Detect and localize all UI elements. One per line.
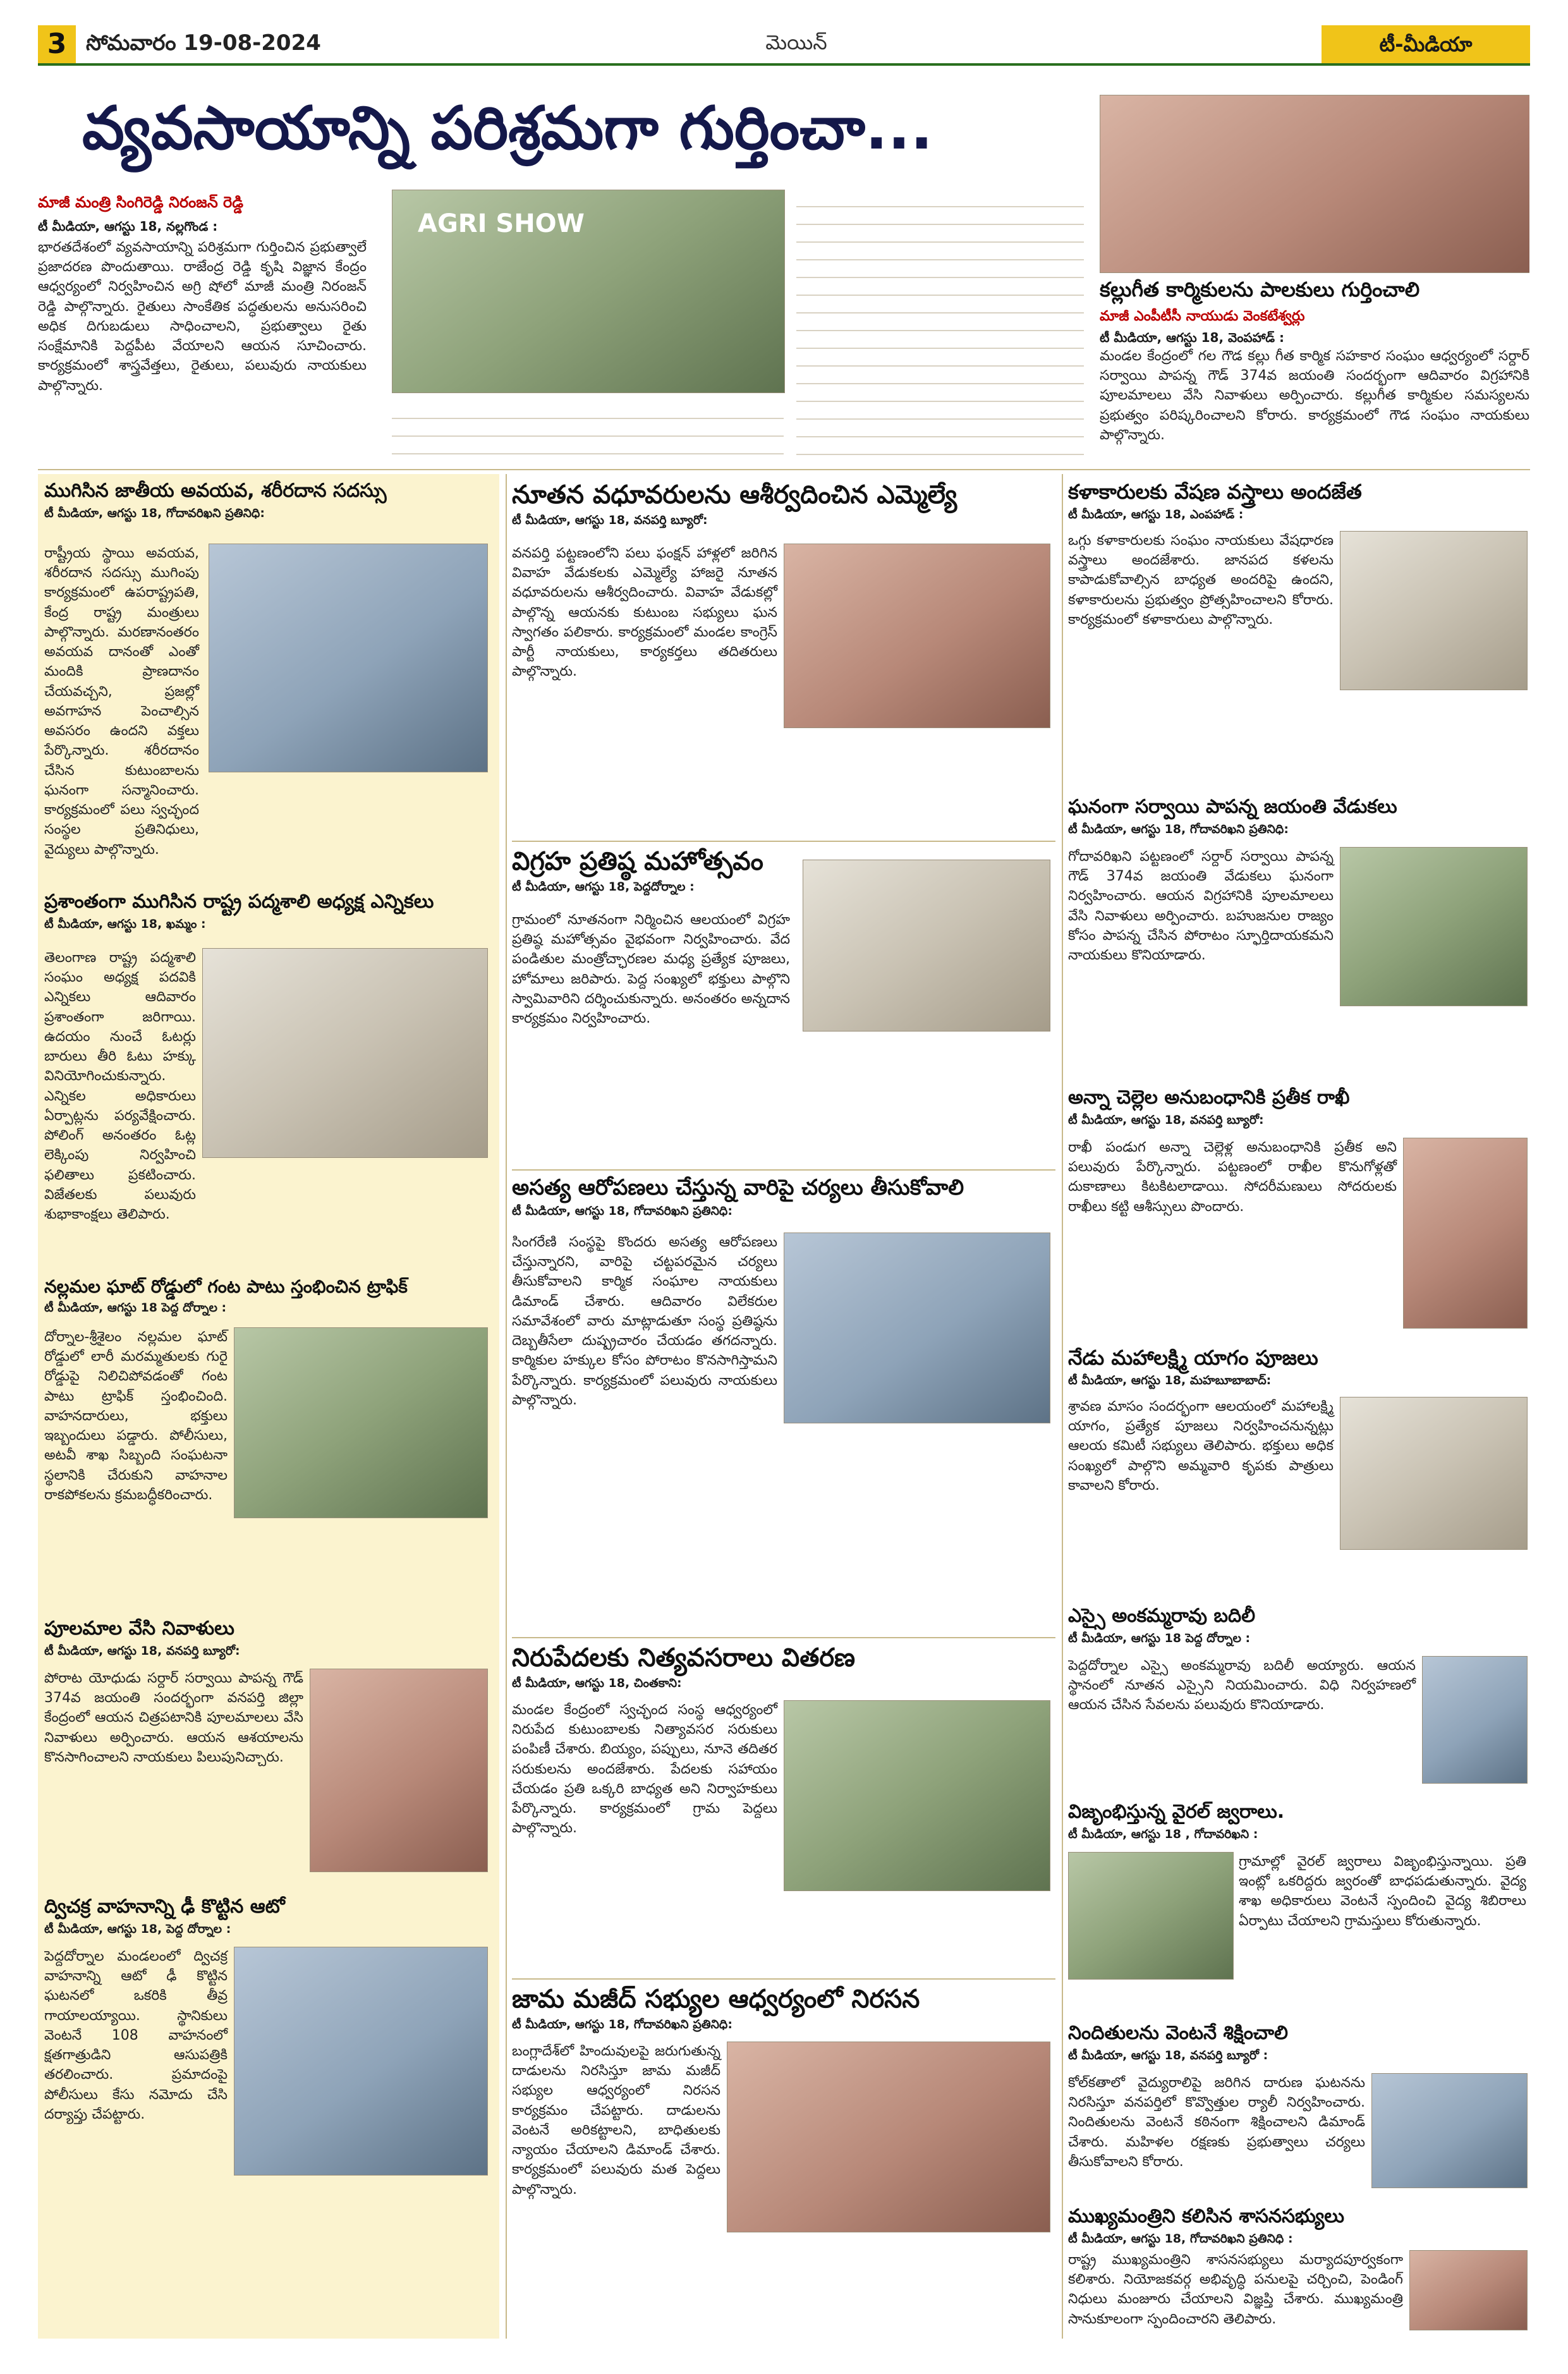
- lead-photo: [392, 190, 785, 393]
- story-body: శ్రావణ మాసం సందర్భంగా ఆలయంలో మహాలక్ష్మి యాగం, ప్రత్యేక పూజలు నిర్వహించనున్నట్లు ఆలయ కమిటీ సభ్యులు తెలిపారు. భక్తులు అధిక సంఖ్యలో పాల్గొని అమ్మవారి కృపకు పాత్రులు కావాలని కోరారు.: [1068, 1399, 1334, 1494]
- story-dateline: టీ మీడియా, ఆగస్టు 18, గోదావరిఖని ప్రతినిధి :: [1068, 2231, 1293, 2246]
- story-dateline: టీ మీడియా, ఆగస్టు 18, గోదావరిఖని ప్రతినిధి:: [512, 1204, 732, 1219]
- kallu-subline: మాజీ ఎంపీటీసీ నాయుడు వెంకటేశ్వర్లు: [1100, 308, 1305, 324]
- brand-label: టీ-మీడియా: [1322, 25, 1530, 63]
- story-dateline: టీ మీడియా, ఆగస్టు 18 పెద్ద దోర్నాల :: [44, 1301, 227, 1315]
- story-photo: [1422, 1656, 1528, 1784]
- story-headline: నేడు మహాలక్ష్మి యాగం పూజలు: [1068, 1346, 1318, 1370]
- story-dateline: టీ మీడియా, ఆగస్టు 18, గోదావరిఖని ప్రతినిధి:: [512, 2018, 732, 2031]
- story-body: గ్రామాల్లో వైరల్ జ్వరాలు విజృంభిస్తున్నాయి. ప్రతి ఇంట్లో ఒకరిద్దరు జ్వరంతో బాధపడుతున్నారు. వైద్య శాఖ అధికారులు వెంటనే స్పందించి వైద్య శిబిరాలు ఏర్పాటు చేయాలని గ్రామస్తులు కోరుతున్నారు.: [1239, 1854, 1526, 1929]
- divider: [512, 1637, 1055, 1638]
- col3-story-4: [1068, 1346, 1530, 1599]
- story-body: పోరాట యోధుడు సర్దార్ సర్వాయి పాపన్న గౌడ్ 374వ జయంతి సందర్భంగా వనపర్తి జిల్లా కేంద్రంలో ఆయన చిత్రపటానికి పూలమాలలు వేసి నివాళులు అర్పించారు. ఆయన ఆశయాలను కొనసాగించాలని నాయకులు పిలుపునిచ్చారు.: [44, 1671, 303, 1765]
- column-rule: [506, 474, 507, 2339]
- agri-show-banner: AGRI SHOW: [418, 209, 585, 238]
- story-photo: [784, 544, 1050, 728]
- story-photo: [1068, 1852, 1234, 1980]
- story-dateline: టీ మీడియా, ఆగస్టు 18, ఎంపహాడ్ :: [1068, 507, 1244, 521]
- story-headline: కళాకారులకు వేషణ వస్త్రాలు అందజేత: [1068, 480, 1362, 504]
- story-photo: [234, 1327, 488, 1518]
- story-dateline: టీ మీడియా, ఆగస్టు 18 , గోదావరిఖని :: [1068, 1827, 1258, 1841]
- masthead: [38, 25, 1530, 66]
- story-body: ఒగ్గు కళాకారులకు సంఘం నాయకులు వేషధారణ వస్త్రాలు అందజేశారు. జానపద కళలను కాపాడుకోవాల్సిన బాధ్యత అందరిపై ఉందని, కళాకారులను ప్రభుత్వం ప్రోత్సహించాలని కోరారు. కార్యక్రమంలో కళాకారులు పాల్గొన్నారు.: [1068, 533, 1334, 628]
- left-column: [38, 474, 499, 2339]
- story-headline: ద్విచక్ర వాహనాన్ని ఢీ కొట్టిన ఆటో: [44, 1896, 285, 1918]
- col3-story-3: [1068, 1087, 1530, 1340]
- story-dateline: టీ మీడియా, ఆగస్టు 18, పెద్దదోర్నాల :: [512, 880, 695, 894]
- story-photo: [1409, 2250, 1528, 2330]
- story-body: రాఖీ పండుగ అన్నా చెల్లెళ్ల అనుబంధానికి ప్రతీక అని పలువురు పేర్కొన్నారు. పట్టణంలో రాఖీల కొనుగోళ్లతో దుకాణాలు కిటకిటలాడాయి. సోదరీమణులు సోదరులకు రాఖీలు కట్టి ఆశీస్సులు పొందారు.: [1068, 1140, 1397, 1215]
- kallu-headline: కల్లుగీత కార్మికులను పాలకులు గుర్తించాలి: [1100, 277, 1420, 301]
- divider: [512, 841, 1055, 842]
- story-photo: [202, 948, 488, 1158]
- story-headline: ఎస్సై అంకమ్మరావు బదిలీ: [1068, 1605, 1256, 1627]
- col3-story-5: [1068, 1605, 1530, 1795]
- story-headline: ముఖ్యమంత్రిని కలిసిన శాసనసభ్యులు: [1068, 2206, 1344, 2227]
- edition-label: మెయిన్: [765, 30, 827, 54]
- story-body: రాష్ట్ర ముఖ్యమంత్రిని శాసనసభ్యులు మర్యాదపూర్వకంగా కలిశారు. నియోజకవర్గ అభివృద్ధి పనులపై చర్చించి, పెండింగ్ నిధులు మంజూరు చేయాలని విజ్ఞప్తి చేశారు. ముఖ్యమంత్రి సానుకూలంగా స్పందించారని తెలిపారు.: [1068, 2252, 1403, 2327]
- story-dateline: టీ మీడియా, ఆగస్టు 18 పెద్ద దోర్నాల :: [1068, 1631, 1251, 1645]
- story-photo: [234, 1947, 488, 2176]
- story-headline: నల్లమల ఘాట్ రోడ్డులో గంట పాటు స్తంభించిన ట్రాఫిక్: [44, 1277, 408, 1297]
- story-dateline: టీ మీడియా, ఆగస్టు 18, గోదావరిఖని ప్రతినిధి:: [44, 506, 265, 520]
- lead-headline: వ్యవసాయాన్ని పరిశ్రమగా గుర్తించా...: [82, 94, 933, 163]
- story-headline: పూలమాల వేసి నివాళులు: [44, 1618, 234, 1640]
- col2-story-3: [512, 1176, 1055, 1631]
- story-headline: నిందితులను వెంటనే శిక్షించాలి: [1068, 2023, 1288, 2044]
- story-dateline: టీ మీడియా, ఆగస్టు 18, మహబూబాబాద్:: [1068, 1373, 1272, 1387]
- story-headline: ముగిసిన జాతీయ అవయవ, శరీరదాన సదస్సు: [44, 480, 387, 502]
- story-photo: [784, 1233, 1050, 1423]
- story-headline: జామ మజీద్ సభ్యుల ఆధ్వర్యంలో నిరసన: [512, 1985, 920, 2014]
- lead-body: భారతదేశంలో వ్యవసాయాన్ని పరిశ్రమగా గుర్తించిన ప్రభుత్వాలే ప్రజాదరణ పొందుతాయి. రాజేంద్ర రెడ్డి కృషి విజ్ఞాన కేంద్రం ఆధ్వర్యంలో నిర్వహించిన అగ్రి షోలో మాజీ మంత్రి నిరంజన్ రెడ్డి పాల్గొన్నారు. రైతులు సాంకేతిక పద్ధతులను అనుసరించి అధిక దిగుబడులు సాధించాలని, ప్రభుత్వాలు రైతు సంక్షేమానికి పెద్దపీట వేయాలని ఆయన సూచించారు. కార్యక్రమంలో శాస్త్రవేత్తలు, రైతులు, పలువురు నాయకులు పాల్గొన్నారు.: [38, 240, 367, 394]
- issue-date: సోమవారం 19-08-2024: [86, 30, 321, 56]
- story-body: వనపర్తి పట్టణంలోని పలు ఫంక్షన్ హాళ్లలో జరిగిన వివాహ వేడుకలకు ఎమ్మెల్యే హాజరై నూతన వధూవరులను ఆశీర్వదించారు. వివాహ వేడుకల్లో పాల్గొన్న ఆయనకు కుటుంబ సభ్యులు ఘన స్వాగతం పలికారు. కార్యక్రమంలో మండల కాంగ్రెస్ పార్టీ నాయకులు, కార్యకర్తలు తదితరులు పాల్గొన్నారు.: [512, 545, 777, 680]
- story-body: కోల్‌కతాలో వైద్యురాలిపై జరిగిన దారుణ ఘటనను నిరసిస్తూ వనపర్తిలో కొవ్వొత్తుల ర్యాలీ నిర్వహించారు. నిందితులను వెంటనే కఠినంగా శిక్షించాలని డిమాండ్ చేశారు. మహిళల రక్షణకు ప్రభుత్వాలు చర్యలు తీసుకోవాలని కోరారు.: [1068, 2075, 1365, 2170]
- story-body: సింగరేణి సంస్థపై కొందరు అసత్య ఆరోపణలు చేస్తున్నారని, వారిపై చట్టపరమైన చర్యలు తీసుకోవాలని కార్మిక సంఘాల నాయకులు డిమాండ్ చేశారు. ఆదివారం విలేకరుల సమావేశంలో వారు మాట్లాడుతూ సంస్థ ప్రతిష్ఠను దెబ్బతీసేలా దుష్ప్రచారం చేయడం తగదన్నారు. కార్మికుల హక్కుల కోసం పోరాటం కొనసాగిస్తామని పేర్కొన్నారు. కార్యక్రమంలో పలువురు నాయకులు పాల్గొన్నారు.: [512, 1234, 777, 1408]
- divider: [38, 469, 1530, 470]
- kallu-story: [1100, 76, 1529, 468]
- col3-story-2: [1068, 796, 1530, 1081]
- story-photo: [310, 1669, 488, 1872]
- story-headline: నిరుపేదలకు నిత్యవసరాలు వితరణ: [512, 1643, 856, 1672]
- lead-subline: మాజీ మంత్రి సింగిరెడ్డి నిరంజన్ రెడ్డి: [38, 193, 244, 211]
- col2-story-1: [512, 480, 1055, 834]
- story-body: దోర్నాల-శ్రీశైలం నల్లమల ఘాట్ రోడ్డులో లారీ మరమ్మతులకు గురై రోడ్డుపై నిలిచిపోవడంతో గంట పాటు ట్రాఫిక్ స్తంభించింది. వాహనదారులు, భక్తులు ఇబ్బందులు పడ్డారు. పోలీసులు, అటవీ శాఖ సిబ్బంది సంఘటనా స్థలానికి చేరుకుని వాహనాల రాకపోకలను క్రమబద్ధీకరించారు.: [44, 1329, 228, 1503]
- lead-dateline: టీ మీడియా, ఆగస్టు 18, నల్లగొండ :: [38, 219, 218, 234]
- story-headline: ప్రశాంతంగా ముగిసిన రాష్ట్ర పద్మశాలి అధ్యక్ష ఎన్నికలు: [44, 891, 434, 913]
- col1-story-5: [44, 1896, 493, 2326]
- story-dateline: టీ మీడియా, ఆగస్టు 18, వనపర్తి బ్యూరో:: [1068, 1112, 1264, 1127]
- story-headline: ఘనంగా సర్వాయి పాపన్న జయంతి వేడుకలు: [1068, 796, 1397, 818]
- story-dateline: టీ మీడియా, ఆగస్టు 18, వనపర్తి బ్యూరో:: [44, 1643, 240, 1658]
- story-photo: [784, 1700, 1050, 1891]
- story-body: గోదావరిఖని పట్టణంలో సర్దార్ సర్వాయి పాపన్న గౌడ్ 374వ జయంతి వేడుకలు ఘనంగా నిర్వహించారు. ఆయన విగ్రహానికి పూలమాలలు వేసి నివాళులు అర్పించారు. బహుజనుల రాజ్యం కోసం పాపన్న చేసిన పోరాటం స్ఫూర్తిదాయకమని నాయకులు కొనియాడారు.: [1068, 849, 1334, 964]
- story-photo: [1340, 847, 1528, 1006]
- middle-column: [512, 474, 1055, 2339]
- story-photo: [1340, 1397, 1528, 1550]
- col1-story-4: [44, 1618, 493, 1890]
- story-photo: [1371, 2073, 1528, 2188]
- lead-body-under-photo: [392, 401, 784, 465]
- story-photo: [1403, 1138, 1528, 1329]
- lead-body-cont: [796, 190, 1084, 461]
- kallu-dateline: టీ మీడియా, ఆగస్టు 18, వెంపహాడ్ :: [1100, 330, 1284, 345]
- col1-story-2: [44, 891, 493, 1270]
- story-body: బంగ్లాదేశ్‌లో హిందువులపై జరుగుతున్న దాడులను నిరసిస్తూ జామ మజీద్ సభ్యుల ఆధ్వర్యంలో నిరసన కార్యక్రమం చేపట్టారు. దాడులను వెంటనే అరికట్టాలని, బాధితులకు న్యాయం చేయాలని డిమాండ్ చేశారు. కార్యక్రమంలో పలువురు మత పెద్దలు పాల్గొన్నారు.: [512, 2043, 720, 2198]
- story-dateline: టీ మీడియా, ఆగస్టు 18, వనపర్తి బ్యూరో:: [512, 513, 708, 527]
- story-body: తెలంగాణ రాష్ట్ర పద్మశాలి సంఘం అధ్యక్ష పదవికి ఎన్నికలు ఆదివారం ప్రశాంతంగా జరిగాయి. ఉదయం నుంచే ఓటర్లు బారులు తీరి ఓటు హక్కు వినియోగించుకున్నారు. ఎన్నికల అధికారులు ఏర్పాట్లను పర్యవేక్షించారు. పోలింగ్ అనంతరం ఓట్ల లెక్కింపు నిర్వహించి ఫలితాలు ప్రకటించారు. విజేతలకు పలువురు శుభాకాంక్షలు తెలిపారు.: [44, 950, 196, 1223]
- col3-story-8: [1068, 2206, 1530, 2332]
- col2-story-4: [512, 1643, 1055, 1972]
- story-photo: [209, 544, 488, 772]
- story-headline: నూతన వధూవరులను ఆశీర్వదించిన ఎమ్మెల్యే: [512, 480, 957, 509]
- column-rule: [1062, 474, 1063, 2339]
- kallu-body: మండల కేంద్రంలో గల గౌడ కల్లు గీత కార్మిక సహకార సంఘం ఆధ్వర్యంలో సర్దార్ సర్వాయి పాపన్న గౌడ్ 374వ జయంతి సందర్భంగా ఆదివారం విగ్రహానికి పూలమాలలు వేసి నివాళులు అర్పించారు. కల్లుగీత కార్మికుల సమస్యలను ప్రభుత్వం పరిష్కరించాలని కోరారు. కార్యక్రమంలో గౌడ సంఘం నాయకులు పాల్గొన్నారు.: [1100, 348, 1529, 443]
- col2-story-5: [512, 1985, 1055, 2332]
- col3-story-1: [1068, 480, 1530, 790]
- divider: [512, 1169, 1055, 1171]
- story-body: పెద్దదోర్నాల ఎస్సై అంకమ్మరావు బదిలీ అయ్యారు. ఆయన స్థానంలో నూతన ఎస్సైని నియమించారు. విధి నిర్వహణలో ఆయన చేసిన సేవలను పలువురు కొనియాడారు.: [1068, 1658, 1416, 1714]
- story-photo: [803, 860, 1050, 1032]
- story-dateline: టీ మీడియా, ఆగస్టు 18, పెద్ద దోర్నాల :: [44, 1921, 231, 1936]
- col1-story-3: [44, 1277, 493, 1612]
- col3-story-6: [1068, 1801, 1530, 2016]
- kallu-photo: [1100, 95, 1529, 273]
- page-number: 3: [38, 25, 76, 63]
- col2-story-2: [512, 847, 1055, 1163]
- right-column: [1068, 474, 1530, 2339]
- story-body: రాష్ట్రీయ స్థాయి అవయవ, శరీరదాన సదస్సు ముగింపు కార్యక్రమంలో ఉపరాష్ట్రపతి, కేంద్ర రాష్ట్ర మంత్రులు పాల్గొన్నారు. మరణానంతరం అవయవ దానంతో ఎంతో మందికి ప్రాణదానం చేయవచ్చని, ప్రజల్లో అవగాహన పెంచాల్సిన అవసరం ఉందని వక్తలు పేర్కొన్నారు. శరీరదానం చేసిన కుటుంబాలను ఘనంగా సన్మానించారు. కార్యక్రమంలో పలు స్వచ్ఛంద సంస్థల ప్రతినిధులు, వైద్యులు పాల్గొన్నారు.: [44, 545, 199, 858]
- story-body: గ్రామంలో నూతనంగా నిర్మించిన ఆలయంలో విగ్రహ ప్రతిష్ఠ మహోత్సవం వైభవంగా నిర్వహించారు. వేద పండితుల మంత్రోచ్ఛారణల మధ్య ప్రత్యేక పూజలు, హోమాలు జరిపారు. పెద్ద సంఖ్యలో భక్తులు పాల్గొని స్వామివారిని దర్శించుకున్నారు. అనంతరం అన్నదాన కార్యక్రమం నిర్వహించారు.: [512, 912, 790, 1027]
- story-headline: అసత్య ఆరోపణలు చేస్తున్న వారిపై చర్యలు తీసుకోవాలి: [512, 1176, 964, 1200]
- story-dateline: టీ మీడియా, ఆగస్టు 18, చింతకాని:: [512, 1676, 682, 1690]
- story-headline: విగ్రహ ప్రతిష్ఠ మహోత్సవం: [512, 847, 763, 876]
- story-headline: విజృంభిస్తున్న వైరల్ జ్వరాలు.: [1068, 1801, 1285, 1823]
- story-headline: అన్నా చెల్లెల అనుబంధానికి ప్రతీక రాఖీ: [1068, 1087, 1350, 1109]
- story-dateline: టీ మీడియా, ఆగస్టు 18, గోదావరిఖని ప్రతినిధి:: [1068, 822, 1289, 836]
- story-photo: [1340, 531, 1528, 690]
- col3-story-7: [1068, 2023, 1530, 2200]
- divider: [512, 1978, 1055, 1980]
- story-body: మండల కేంద్రంలో స్వచ్ఛంద సంస్థ ఆధ్వర్యంలో నిరుపేద కుటుంబాలకు నిత్యావసర సరుకులు పంపిణీ చేశారు. బియ్యం, పప్పులు, నూనె తదితర సరుకులను అందజేశారు. పేదలకు సహాయం చేయడం ప్రతి ఒక్కరి బాధ్యత అని నిర్వాహకులు పేర్కొన్నారు. కార్యక్రమంలో గ్రామ పెద్దలు పాల్గొన్నారు.: [512, 1702, 777, 1837]
- story-photo: [727, 2042, 1050, 2232]
- story-body: పెద్దదోర్నాల మండలంలో ద్విచక్ర వాహనాన్ని ఆటో ఢీ కొట్టిన ఘటనలో ఒకరికి తీవ్ర గాయాలయ్యాయి. స్థానికులు వెంటనే 108 వాహనంలో క్షతగాత్రుడిని ఆసుపత్రికి తరలించారు. ప్రమాదంపై పోలీసులు కేసు నమోదు చేసి దర్యాప్తు చేపట్టారు.: [44, 1949, 228, 2122]
- col1-story-1: [44, 480, 493, 885]
- story-dateline: టీ మీడియా, ఆగస్టు 18, ఖమ్మం :: [44, 916, 206, 931]
- lead-story: [38, 76, 1087, 468]
- story-dateline: టీ మీడియా, ఆగస్టు 18, వనపర్తి బ్యూరో :: [1068, 2048, 1268, 2062]
